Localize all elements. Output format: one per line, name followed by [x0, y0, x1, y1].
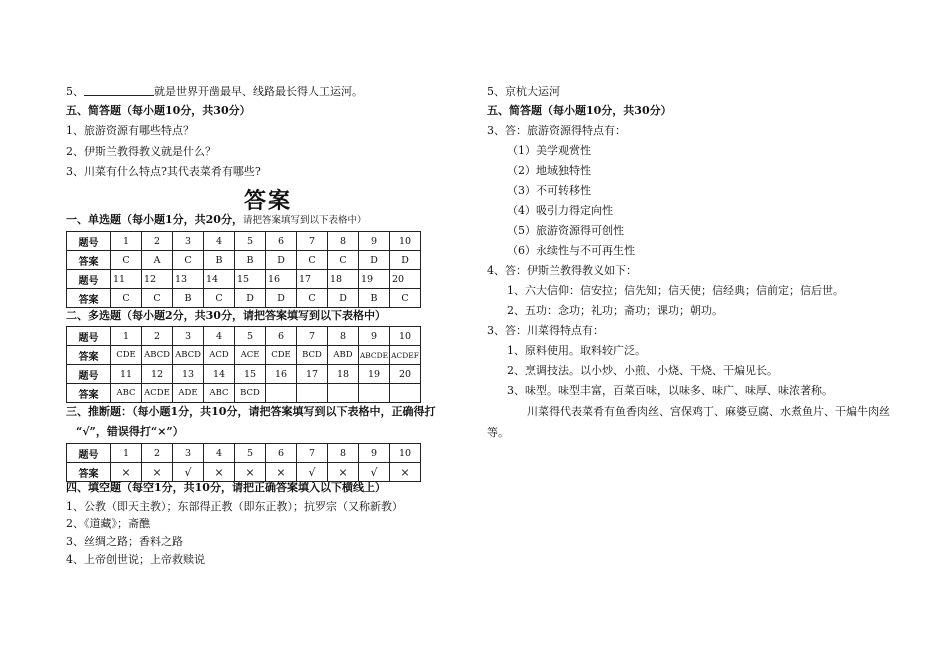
- row-header: 题号: [67, 444, 111, 463]
- table-cell: 10: [390, 327, 421, 346]
- table-cell: ACE: [235, 346, 266, 365]
- answer-3-title: 3、答：旅游资源得特点有：: [487, 124, 626, 137]
- table-cell: D: [328, 289, 359, 308]
- table-cell: 3: [173, 327, 204, 346]
- section5-title: 五、简答题（每小题10分，共30分）: [66, 104, 251, 117]
- table-cell: √: [173, 463, 204, 482]
- table-cell: 1: [111, 444, 142, 463]
- table-cell: [328, 384, 359, 403]
- answer-5-title: 3、答：川菜得特点有：: [487, 324, 604, 337]
- table-cell: 9: [359, 232, 390, 251]
- row-header: 答案: [67, 251, 111, 270]
- table-cell: ×: [204, 463, 235, 482]
- table-cell: 4: [204, 444, 235, 463]
- table-cell: [359, 384, 390, 403]
- table-cell: C: [111, 251, 142, 270]
- answer-5-item: 3、味型。味型丰富，百菜百味，以味多、味广、味厚、味浓著称。: [507, 384, 833, 397]
- section1-note: 请把答案填写到以下表格中）: [242, 215, 367, 226]
- table-cell: 14: [204, 270, 235, 289]
- table-cell: 20: [390, 270, 421, 289]
- answer-heading: 答案: [244, 189, 293, 214]
- table-row: [67, 463, 421, 482]
- table-cell: C: [111, 289, 142, 308]
- table-cell: [266, 384, 297, 403]
- table-cell: 5: [235, 327, 266, 346]
- table-cell: 11: [111, 365, 142, 384]
- table-row: [67, 232, 421, 251]
- table-cell: A: [142, 251, 173, 270]
- table-cell: 15: [235, 365, 266, 384]
- answer-5-dishes-end: 等。: [487, 426, 509, 439]
- section3-title-cont: “√”，错误得打“×”）: [76, 425, 184, 438]
- table-cell: B: [359, 289, 390, 308]
- table-cell: 6: [266, 232, 297, 251]
- section1-title-text: 一、单选题（每小题1分，共20分，: [66, 213, 243, 226]
- row-header: 题号: [67, 327, 111, 346]
- multi-choice-table: [66, 326, 421, 403]
- table-cell: BCD: [235, 384, 266, 403]
- table-cell: 17: [297, 365, 328, 384]
- answer-4-title: 4、答：伊斯兰教得教义如下：: [487, 264, 637, 277]
- table-cell: 17: [297, 270, 328, 289]
- table-cell: 7: [297, 327, 328, 346]
- table-cell: 3: [173, 444, 204, 463]
- answer-4-item: 1、六大信仰：信安拉；信先知；信天使；信经典；信前定；信后世。: [507, 284, 844, 297]
- table-cell: 4: [204, 327, 235, 346]
- table-cell: 7: [297, 444, 328, 463]
- table-cell: 1: [111, 232, 142, 251]
- table-cell: 3: [173, 232, 204, 251]
- table-row: [67, 270, 421, 289]
- table-cell: 8: [328, 444, 359, 463]
- table-cell: ABCDE: [359, 346, 390, 365]
- table-cell: ABC: [204, 384, 235, 403]
- table-cell: ABC: [111, 384, 142, 403]
- table-cell: ABD: [328, 346, 359, 365]
- table-cell: C: [297, 289, 328, 308]
- fill-question-5: [66, 85, 363, 99]
- row-header: 题号: [67, 270, 111, 289]
- table-cell: 4: [204, 232, 235, 251]
- q5-prefix: 5、: [66, 85, 84, 98]
- table-cell: BCD: [297, 346, 328, 365]
- table-cell: ABCD: [142, 346, 173, 365]
- table-cell: D: [359, 251, 390, 270]
- table-cell: 18: [328, 365, 359, 384]
- table-cell: 13: [173, 365, 204, 384]
- table-cell: C: [328, 251, 359, 270]
- table-cell: 2: [142, 444, 173, 463]
- table-cell: 10: [390, 232, 421, 251]
- row-header: 答案: [67, 463, 111, 482]
- section3-title: 三、推断题：（每小题1分，共10分，请把答案填写到以下表格中，正确得打: [66, 405, 436, 418]
- table-cell: 12: [142, 365, 173, 384]
- judgement-table: [66, 443, 421, 482]
- table-cell: B: [173, 289, 204, 308]
- table-cell: ACDE: [142, 384, 173, 403]
- table-cell: [390, 384, 421, 403]
- table-cell: 6: [266, 444, 297, 463]
- row-header: 答案: [67, 384, 111, 403]
- answer-5-item: 2、烹调技法。以小炒、小煎、小烧、干烧、干煸见长。: [507, 364, 778, 377]
- answer-3-item: （3）不可转移性: [507, 184, 591, 197]
- table-cell: 1: [111, 327, 142, 346]
- table-cell: 8: [328, 327, 359, 346]
- table-cell: √: [297, 463, 328, 482]
- table-row: [67, 346, 421, 365]
- single-choice-table: [66, 231, 421, 308]
- table-cell: 16: [266, 270, 297, 289]
- table-cell: ×: [328, 463, 359, 482]
- table-cell: 6: [266, 327, 297, 346]
- table-cell: CDE: [266, 346, 297, 365]
- table-cell: 19: [359, 270, 390, 289]
- table-cell: D: [266, 289, 297, 308]
- table-cell: 10: [390, 444, 421, 463]
- answer-5-item: 1、原料使用。取料较广泛。: [507, 344, 646, 357]
- table-cell: 19: [359, 365, 390, 384]
- table-row: [67, 384, 421, 403]
- section4-title: 四、填空题（每空1分，共10分，请把正确答案填入以下横线上）: [66, 481, 386, 494]
- q5-suffix: 就是世界开凿最早、线路最长得人工运河。: [154, 85, 363, 98]
- table-cell: 9: [359, 444, 390, 463]
- table-cell: 5: [235, 232, 266, 251]
- short-question-2: 2、伊斯兰教得教义就是什么？: [66, 145, 216, 158]
- short-question-1: 1、旅游资源有哪些特点？: [66, 124, 194, 137]
- table-row: [67, 251, 421, 270]
- fill-answer-1: 1、公教（即天主教）；东部得正教（即东正教）；抗罗宗（又称新教）: [66, 500, 403, 513]
- table-cell: C: [204, 289, 235, 308]
- fill-answer-5: 5、京杭大运河: [487, 85, 560, 98]
- answer-3-item: （5）旅游资源得可创性: [507, 224, 624, 237]
- table-cell: [297, 384, 328, 403]
- row-header: 题号: [67, 232, 111, 251]
- table-cell: ×: [390, 463, 421, 482]
- table-cell: CDE: [111, 346, 142, 365]
- answer-blank: [84, 85, 154, 96]
- table-cell: 2: [142, 232, 173, 251]
- short-question-3: 3、川菜有什么特点?其代表菜肴有哪些?: [66, 165, 261, 178]
- table-cell: ADE: [173, 384, 204, 403]
- table-cell: 14: [204, 365, 235, 384]
- section2-title: 二、多选题（每小题2分，共30分，请把答案填写到以下表格中）: [66, 309, 386, 322]
- table-cell: 5: [235, 444, 266, 463]
- row-header: 答案: [67, 346, 111, 365]
- table-cell: 13: [173, 270, 204, 289]
- answer-3-item: （4）吸引力得定向性: [507, 204, 613, 217]
- table-cell: B: [235, 251, 266, 270]
- table-cell: ×: [142, 463, 173, 482]
- table-cell: C: [390, 289, 421, 308]
- table-row: [67, 444, 421, 463]
- fill-answer-4: 4、上帝创世说；上帝救赎说: [66, 553, 205, 566]
- right-section5-title: 五、简答题（每小题10分，共30分）: [487, 104, 672, 117]
- table-cell: 11: [111, 270, 142, 289]
- table-cell: C: [142, 289, 173, 308]
- table-cell: 20: [390, 365, 421, 384]
- table-cell: D: [235, 289, 266, 308]
- row-header: 答案: [67, 289, 111, 308]
- table-cell: ACD: [204, 346, 235, 365]
- answer-4-item: 2、五功：念功；礼功；斋功；课功；朝功。: [507, 304, 723, 317]
- table-cell: C: [173, 251, 204, 270]
- table-cell: D: [390, 251, 421, 270]
- table-cell: D: [266, 251, 297, 270]
- table-cell: ABCD: [173, 346, 204, 365]
- table-cell: √: [359, 463, 390, 482]
- table-cell: 9: [359, 327, 390, 346]
- table-cell: 18: [328, 270, 359, 289]
- table-row: [67, 289, 421, 308]
- fill-answer-2: 2、《道藏》；斋醮: [66, 517, 150, 530]
- table-cell: ×: [235, 463, 266, 482]
- table-row: [67, 327, 421, 346]
- section1-title: [66, 213, 366, 228]
- answer-3-item: （2）地域独特性: [507, 164, 591, 177]
- table-cell: 16: [266, 365, 297, 384]
- table-cell: 12: [142, 270, 173, 289]
- table-cell: 2: [142, 327, 173, 346]
- answer-5-dishes: 川菜得代表菜肴有鱼香肉丝、宫保鸡丁、麻婆豆腐、水煮鱼片、干煸牛肉丝: [527, 405, 890, 418]
- table-cell: ×: [111, 463, 142, 482]
- answer-3-item: （6）永续性与不可再生性: [507, 244, 635, 257]
- table-cell: C: [297, 251, 328, 270]
- table-cell: 7: [297, 232, 328, 251]
- fill-answer-3: 3、丝绸之路；香料之路: [66, 535, 183, 548]
- table-cell: B: [204, 251, 235, 270]
- table-cell: 8: [328, 232, 359, 251]
- answer-3-item: （1）美学观赏性: [507, 144, 591, 157]
- table-cell: ACDEF: [390, 346, 421, 365]
- table-cell: 15: [235, 270, 266, 289]
- table-row: [67, 365, 421, 384]
- table-cell: ×: [266, 463, 297, 482]
- row-header: 题号: [67, 365, 111, 384]
